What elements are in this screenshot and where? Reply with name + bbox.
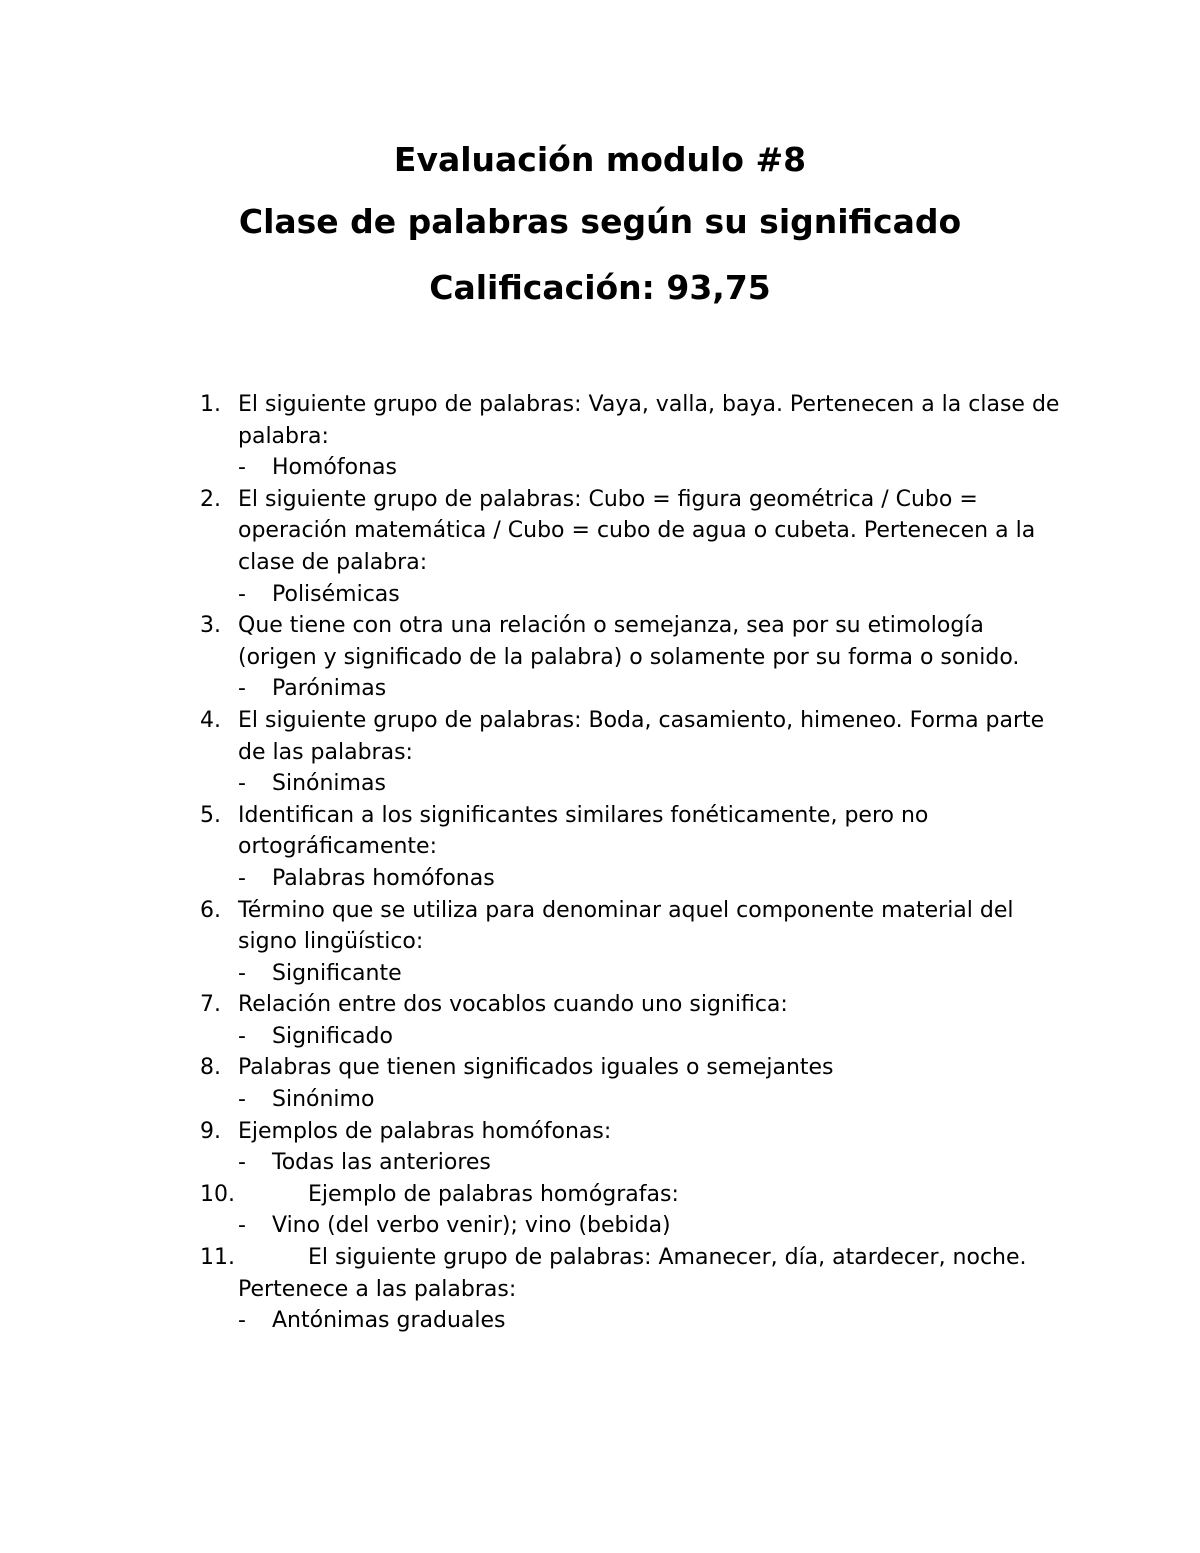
question-text: El siguiente grupo de palabras: Boda, casamiento, himeneo. Forma parte de las palabras: <box>238 707 1045 765</box>
question-text: Ejemplos de palabras homófonas: <box>238 1118 612 1144</box>
question-text: El siguiente grupo de palabras: Vaya, valla, baya. Pertenecen a la clase de palabra: <box>238 392 1060 449</box>
question-item <box>200 989 1060 1052</box>
answer-bullet: - <box>238 676 246 702</box>
document-title: Evaluación modulo #8 <box>393 140 807 179</box>
question-number: 6. <box>200 897 221 923</box>
question-number: 11. <box>200 1245 235 1271</box>
answer-bullet: - <box>238 1023 246 1049</box>
answer-item <box>238 958 1060 990</box>
question-text: El siguiente grupo de palabras: Amanecer, día, atardecer, noche. Pertenece a las palabras: <box>238 1245 1027 1302</box>
question-number: 10. <box>200 1181 235 1207</box>
answer-bullet: - <box>238 771 246 797</box>
question-text: Palabras que tienen significados iguales o semejantes <box>238 1055 834 1081</box>
answer-bullet: - <box>238 581 246 607</box>
answer-item <box>238 863 1060 895</box>
question-item <box>200 1179 1060 1242</box>
answer-item <box>238 1210 1060 1242</box>
answer-item <box>238 1305 1060 1337</box>
answer-item <box>238 768 1060 800</box>
question-item <box>200 484 1060 610</box>
question-number: 8. <box>200 1055 221 1081</box>
answer-item <box>238 1084 1060 1116</box>
answer-text: Antónimas graduales <box>272 1308 506 1334</box>
question-text: Relación entre dos vocablos cuando uno significa: <box>238 992 788 1018</box>
answer-text: Significante <box>272 960 402 986</box>
question-item <box>200 1116 1060 1179</box>
answer-bullet: - <box>238 865 246 891</box>
answer-text: Todas las anteriores <box>272 1150 491 1176</box>
answer-text: Parónimas <box>272 676 387 702</box>
answer-item <box>238 579 1060 611</box>
answer-bullet: - <box>238 960 246 986</box>
answer-bullet: - <box>238 1213 246 1239</box>
question-item <box>200 895 1060 990</box>
question-text: Ejemplo de palabras homógrafas: <box>308 1181 679 1207</box>
question-number: 2. <box>200 486 221 512</box>
answer-bullet: - <box>238 1087 246 1113</box>
question-number: 7. <box>200 992 221 1018</box>
question-text: Término que se utiliza para denominar aquel componente material del signo lingüístico: <box>238 897 1014 955</box>
answer-text: Sinónimas <box>272 771 386 797</box>
answer-text: Sinónimo <box>272 1087 375 1113</box>
question-item <box>200 610 1060 705</box>
question-number: 3. <box>200 613 221 639</box>
answer-item <box>238 452 1060 484</box>
question-item <box>200 800 1060 895</box>
answer-bullet: - <box>238 1308 246 1334</box>
question-text: El siguiente grupo de palabras: Cubo = figura geométrica / Cubo = operación matemática / Cubo = cubo de agua o cubeta. Pertenecen a la clase de palabra: <box>238 486 1036 575</box>
question-list <box>200 389 1060 1337</box>
answer-text: Polisémicas <box>272 581 400 607</box>
answer-text: Homófonas <box>272 455 397 481</box>
answer-text: Vino (del verbo venir); vino (bebida) <box>272 1213 671 1239</box>
question-text: Identifican a los significantes similares fonéticamente, pero no ortográficamente: <box>238 802 929 860</box>
document-subtitle: Clase de palabras según su significado <box>238 202 962 241</box>
answer-text: Palabras homófonas <box>272 865 495 891</box>
answer-item <box>238 1021 1060 1053</box>
question-number: 9. <box>200 1118 221 1144</box>
answer-bullet: - <box>238 455 246 481</box>
question-item <box>200 705 1060 800</box>
answer-bullet: - <box>238 1150 246 1176</box>
answer-text: Significado <box>272 1023 393 1049</box>
answer-item <box>238 1147 1060 1179</box>
answer-item <box>238 673 1060 705</box>
question-text: Que tiene con otra una relación o semejanza, sea por su etimología (origen y significado de la palabra) o solamente por su forma o sonido. <box>238 613 1020 670</box>
question-number: 1. <box>200 392 221 417</box>
question-number: 4. <box>200 707 221 733</box>
question-item <box>200 1242 1060 1337</box>
grade-line: Calificación: 93,75 <box>429 268 771 307</box>
question-item <box>200 1052 1060 1115</box>
question-number: 5. <box>200 802 221 828</box>
question-item <box>200 389 1060 484</box>
